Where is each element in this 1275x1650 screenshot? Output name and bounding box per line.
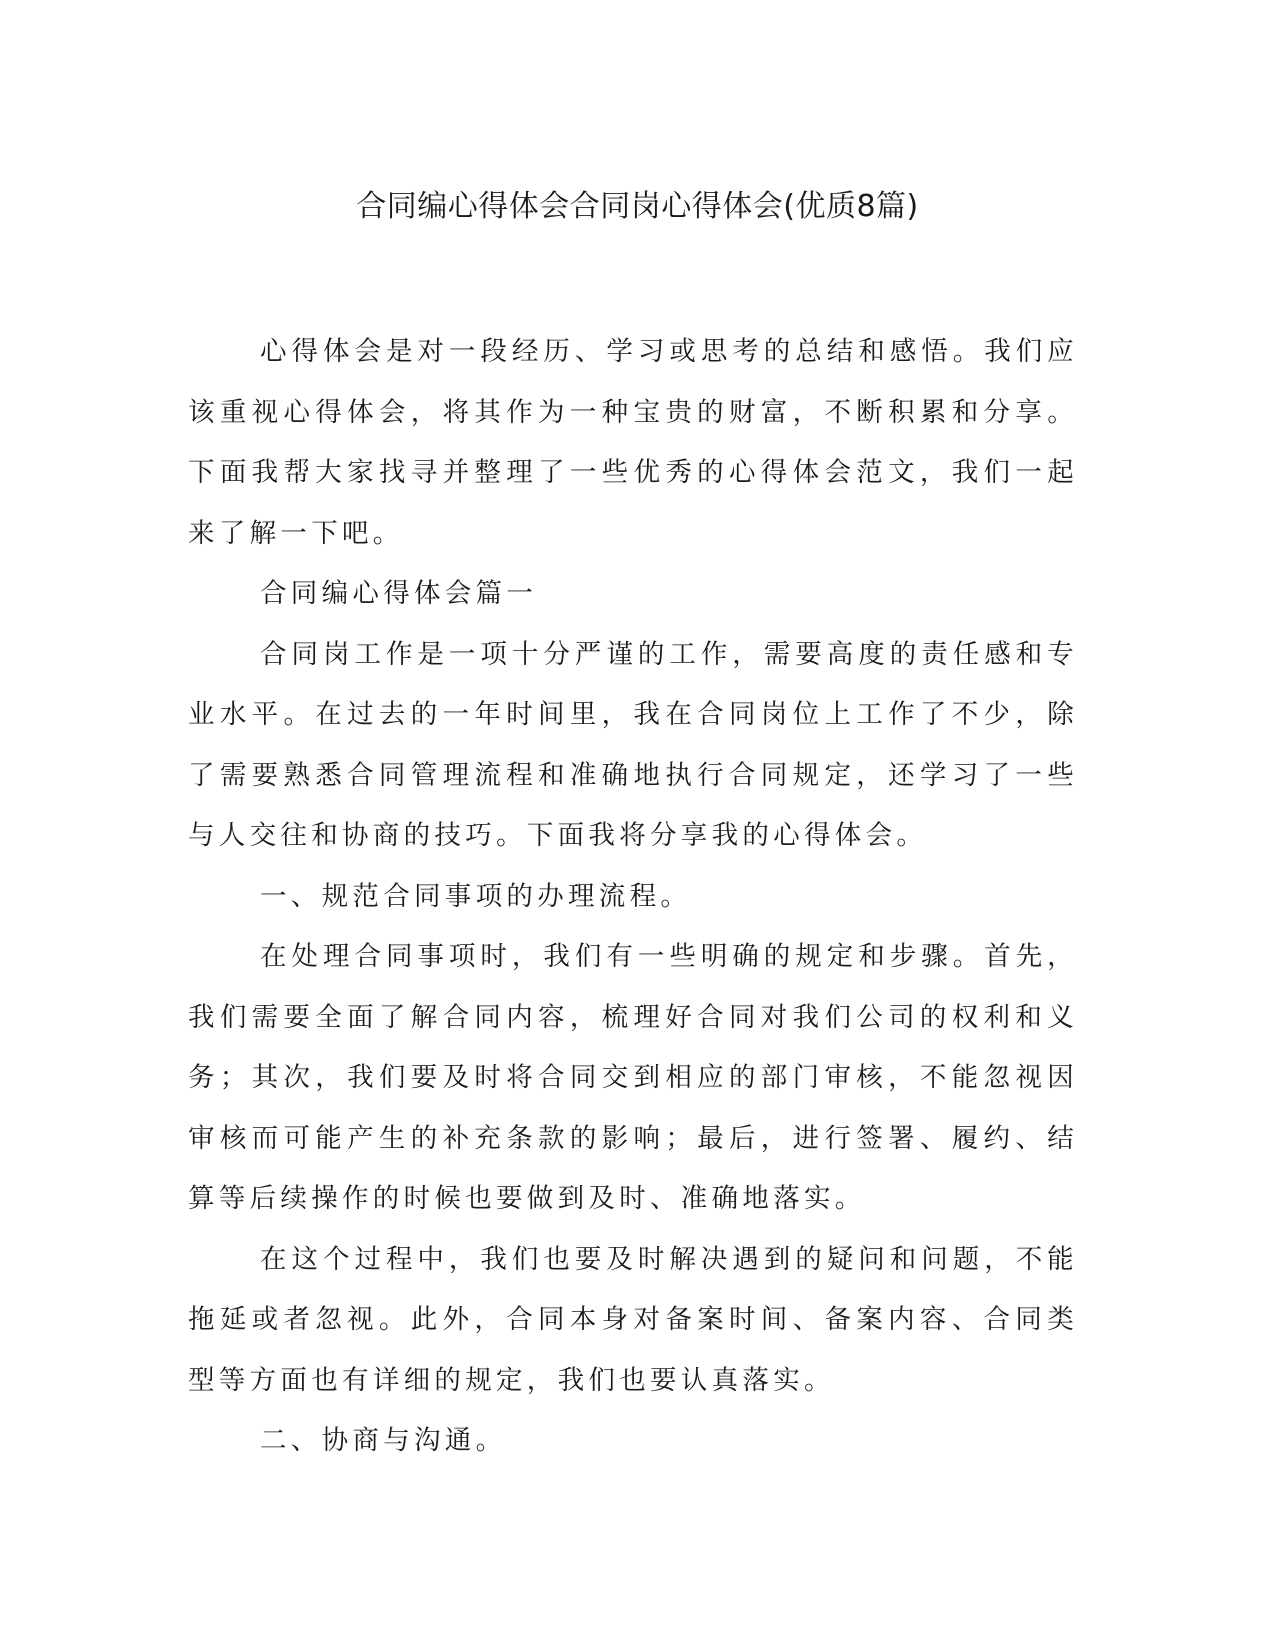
- document-body: [188, 322, 1078, 1472]
- subheading-one: 一、规范合同事项的办理流程。: [260, 880, 692, 912]
- intro-paragraph: 心得体会是对一段经历、学习或思考的总结和感悟。我们应该重视心得体会，将其作为一种宝贵的财富，不断积累和分享。下面我帮大家找寻并整理了一些优秀的心得体会范文，我们一起来了解一下吧。: [188, 336, 1078, 549]
- body-paragraph: 在这个过程中，我们也要及时解决遇到的疑问和问题，不能拖延或者忽视。此外，合同本身对备案时间、备案内容、合同类型等方面也有详细的规定，我们也要认真落实。: [188, 1243, 1078, 1396]
- section-heading-part-one: 合同编心得体会篇一: [260, 578, 538, 609]
- body-paragraph: 在处理合同事项时，我们有一些明确的规定和步骤。首先，我们需要全面了解合同内容，梳理好合同对我们公司的权利和义务；其次，我们要及时将合同交到相应的部门审核，不能忽视因审核而可能产生的补充条款的影响；最后，进行签署、履约、结算等后续操作的时候也要做到及时、准确地落实。: [188, 941, 1078, 1214]
- document-title: 合同编心得体会合同岗心得体会(优质8篇): [356, 189, 919, 224]
- subheading-two: 二、协商与沟通。: [260, 1425, 507, 1456]
- body-paragraph: 合同岗工作是一项十分严谨的工作，需要高度的责任感和专业水平。在过去的一年时间里，我在合同岗位上工作了不少，除了需要熟悉合同管理流程和准确地执行合同规定，还学习了一些与人交往和协商的技巧。下面我将分享我的心得体会。: [188, 638, 1078, 851]
